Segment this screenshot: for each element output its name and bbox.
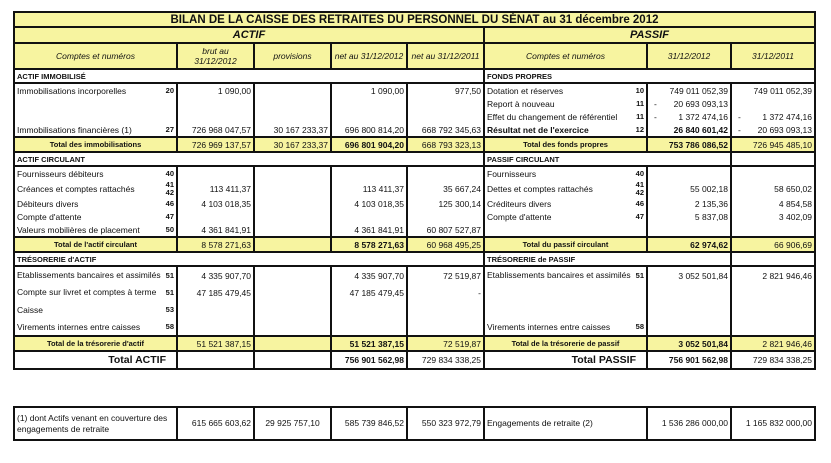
account-label: Etablissements bancaires et assimilés (17, 270, 161, 280)
table-row (14, 197, 815, 210)
negative-sign: - (738, 124, 741, 135)
passif-value (731, 97, 815, 110)
total-value: 726 945 485,10 (731, 137, 815, 152)
account-number: 41 42 (635, 180, 644, 197)
actif-value (254, 301, 331, 318)
label-wrap (17, 169, 174, 179)
negative-sign: - (738, 111, 741, 122)
passif-value (731, 110, 815, 123)
actif-value (254, 110, 331, 123)
table-row (14, 110, 815, 123)
empty-cell (731, 252, 815, 266)
table-row (14, 210, 815, 223)
table-row (14, 223, 815, 237)
passif-value: 749 011 052,39 (647, 83, 731, 97)
column-header: net au 31/12/2011 (407, 43, 484, 69)
label-wrap (17, 288, 174, 297)
actif-account (14, 284, 177, 301)
footnote-value: 585 739 846,52 (331, 407, 407, 440)
amount: 1 372 474,16 (762, 111, 812, 122)
account-number: 10 (635, 85, 644, 95)
amount: 1 372 474,16 (678, 111, 728, 122)
balance-sheet-table (13, 11, 816, 370)
total-value: 8 578 271,63 (331, 237, 407, 252)
passif-value: 4 854,58 (731, 197, 815, 210)
label-wrap (17, 125, 174, 135)
actif-value (407, 318, 484, 336)
actif-value (331, 110, 407, 123)
footnote-table (13, 406, 816, 441)
table-row (14, 318, 815, 336)
total-label: Total PASSIF (484, 351, 647, 369)
total-value: 753 786 086,52 (647, 137, 731, 152)
account-number: 20 (165, 85, 174, 95)
total-value: 726 969 137,57 (177, 137, 254, 152)
actif-value (177, 166, 254, 180)
passif-value (731, 166, 815, 180)
label-wrap (17, 212, 174, 222)
total-value: 30 167 233,37 (254, 137, 331, 152)
actif-value (331, 318, 407, 336)
actif-value: 4 103 018,35 (331, 197, 407, 210)
account-label: Virements internes entre caisses (487, 321, 611, 332)
footnote-label: Engagements de retraite (2) (484, 407, 647, 440)
account-label: Valeurs mobilières de placement (17, 224, 140, 235)
account-number: 47 (635, 211, 644, 221)
account-number: 53 (165, 304, 174, 314)
total-value: 696 801 904,20 (331, 137, 407, 152)
label-wrap (487, 169, 644, 179)
actif-account (14, 223, 177, 237)
label-wrap (17, 225, 174, 235)
actif-account (14, 301, 177, 318)
section-row (14, 69, 815, 83)
table-row (14, 166, 815, 180)
passif-account (484, 266, 647, 284)
actif-value (177, 210, 254, 223)
total-label: Total ACTIF (14, 351, 177, 369)
column-header: net au 31/12/2012 (331, 43, 407, 69)
total-value (254, 237, 331, 252)
account-number: 51 (165, 270, 174, 280)
actif-account (14, 180, 177, 197)
label-wrap (17, 199, 174, 209)
passif-value (647, 223, 731, 237)
amount: 20 693 093,13 (673, 98, 728, 109)
total-value: 756 901 562,98 (331, 351, 407, 369)
account-label: Effet du changement de référentiel (487, 111, 618, 122)
actif-value (254, 197, 331, 210)
account-label: Compte d'attente (487, 211, 552, 222)
footnote-row (14, 407, 815, 440)
account-label: Compte sur livret et comptes à terme (17, 287, 157, 297)
actif-value: 4 361 841,91 (331, 223, 407, 237)
passif-value (731, 123, 815, 137)
total-label: Total de la trésorerie de passif (484, 336, 647, 351)
account-label: Débiteurs divers (17, 198, 79, 209)
actif-value (407, 166, 484, 180)
account-number: 41 42 (165, 180, 174, 197)
total-label: Total de l'actif circulant (14, 237, 177, 252)
total-row (14, 237, 815, 252)
passif-account (484, 284, 647, 301)
actif-account (14, 266, 177, 284)
total-value: 8 578 271,63 (177, 237, 254, 252)
footnote-value: 1 165 832 000,00 (731, 407, 815, 440)
actif-account (14, 97, 177, 110)
total-value: 756 901 562,98 (647, 351, 731, 369)
account-label: Créances et comptes rattachés (17, 183, 135, 194)
total-label: Total des immobilisations (14, 137, 177, 152)
passif-account (484, 318, 647, 336)
actif-value (254, 318, 331, 336)
section-row (14, 152, 815, 166)
passif-value (647, 166, 731, 180)
actif-account (14, 123, 177, 137)
section-heading: FONDS PROPRES (484, 69, 815, 83)
passif-account (484, 110, 647, 123)
passif-value (647, 110, 731, 123)
actif-value: 696 800 814,20 (331, 123, 407, 137)
account-number: 40 (165, 168, 174, 178)
passif-account (484, 301, 647, 318)
account-label: Fournisseurs (487, 168, 537, 179)
label-wrap (17, 181, 174, 197)
label-wrap (487, 181, 644, 197)
total-value: 51 521 387,15 (331, 336, 407, 351)
table-row (14, 123, 815, 137)
label-wrap (487, 112, 644, 122)
footnote-value: 615 665 603,62 (177, 407, 254, 440)
column-header: provisions (254, 43, 331, 69)
actif-value (177, 301, 254, 318)
passif-value: 749 011 052,39 (731, 83, 815, 97)
section-heading: ACTIF IMMOBILISÉ (14, 69, 484, 83)
account-number: 11 (636, 111, 644, 121)
table-row (14, 301, 815, 318)
account-number: 40 (635, 168, 644, 178)
column-header: Comptes et numéros (484, 43, 647, 69)
section-heading: TRÉSORERIE de PASSIF (484, 252, 731, 266)
actif-value (407, 97, 484, 110)
total-value: 729 834 338,25 (407, 351, 484, 369)
table-row (14, 180, 815, 197)
table-row (14, 97, 815, 110)
account-number: 46 (635, 198, 644, 208)
total-value: 51 521 387,15 (177, 336, 254, 351)
actif-value: 113 411,37 (177, 180, 254, 197)
passif-value: 58 650,02 (731, 180, 815, 197)
actif-value: 977,50 (407, 83, 484, 97)
footnote-label: (1) dont Actifs venant en couverture des engagements de retraite (14, 407, 177, 440)
passif-value (731, 284, 815, 301)
passif-value: 26 840 601,42 (647, 123, 731, 137)
section-heading: ACTIF CIRCULANT (14, 152, 484, 166)
footnote-value: 550 323 972,79 (407, 407, 484, 440)
actif-value (254, 83, 331, 97)
passif-account (484, 197, 647, 210)
total-value: 66 906,69 (731, 237, 815, 252)
passif-account (484, 97, 647, 110)
total-value: 72 519,87 (407, 336, 484, 351)
column-header: 31/12/2012 (647, 43, 731, 69)
passif-value: 2 821 946,46 (731, 266, 815, 284)
actif-value (177, 318, 254, 336)
footnote-value: 29 925 757,10 (254, 407, 331, 440)
passif-value: 5 837,08 (647, 210, 731, 223)
actif-value: 47 185 479,45 (177, 284, 254, 301)
account-label: Compte d'attente (17, 211, 82, 222)
account-number: 58 (635, 321, 644, 331)
account-label: Fournisseurs débiteurs (17, 168, 104, 179)
actif-value (331, 301, 407, 318)
actif-value: 4 335 907,70 (331, 266, 407, 284)
passif-value (647, 318, 731, 336)
total-row (14, 336, 815, 351)
footnote-value: 1 536 286 000,00 (647, 407, 731, 440)
column-header: brut au 31/12/2012 (177, 43, 254, 69)
account-number: 27 (165, 124, 174, 134)
passif-account (484, 210, 647, 223)
negative-sign: - (654, 98, 657, 109)
total-value: 668 793 323,13 (407, 137, 484, 152)
account-label: Résultat net de l'exercice (487, 124, 589, 135)
account-number: 11 (636, 98, 644, 108)
label-wrap (487, 125, 644, 135)
actif-title: ACTIF (14, 27, 484, 43)
passif-value: 3 402,09 (731, 210, 815, 223)
label-wrap (17, 305, 174, 315)
actif-value (254, 210, 331, 223)
label-wrap (487, 212, 644, 222)
actif-value: 668 792 345,63 (407, 123, 484, 137)
passif-value (647, 97, 731, 110)
page-title: BILAN DE LA CAISSE DES RETRAITES DU PERSONNEL DU SÉNAT au 31 décembre 2012 (14, 12, 815, 27)
actif-value (407, 110, 484, 123)
account-number: 51 (635, 270, 644, 280)
passif-value (731, 318, 815, 336)
passif-value (731, 223, 815, 237)
total-value: 729 834 338,25 (731, 351, 815, 369)
actif-value (254, 223, 331, 237)
actif-account (14, 166, 177, 180)
actif-value (177, 110, 254, 123)
label-wrap (17, 86, 174, 96)
label-wrap (17, 322, 174, 332)
account-number: 47 (165, 211, 174, 221)
total-value (254, 351, 331, 369)
account-number: 58 (165, 321, 174, 331)
total-value (254, 336, 331, 351)
actif-account (14, 210, 177, 223)
total-value (177, 351, 254, 369)
total-value: 3 052 501,84 (647, 336, 731, 351)
passif-value (731, 301, 815, 318)
account-label: Dettes et comptes rattachés (487, 183, 593, 194)
total-value: 60 968 495,25 (407, 237, 484, 252)
actif-value (407, 210, 484, 223)
account-label: Virements internes entre caisses (17, 321, 141, 332)
actif-value (254, 180, 331, 197)
actif-account (14, 197, 177, 210)
actif-value: 4 335 907,70 (177, 266, 254, 284)
actif-value: - (407, 284, 484, 301)
passif-title: PASSIF (484, 27, 815, 43)
account-label: Dotation et réserves (487, 85, 564, 96)
actif-value (407, 301, 484, 318)
account-number: 51 (165, 287, 174, 297)
amount: 20 693 093,13 (757, 124, 812, 135)
account-label: Créditeurs divers (487, 198, 552, 209)
total-label: Total des fonds propres (484, 137, 647, 152)
section-heading: PASSIF CIRCULANT (484, 152, 731, 166)
passif-account (484, 123, 647, 137)
passif-account (484, 180, 647, 197)
actif-value (177, 97, 254, 110)
total-value: 62 974,62 (647, 237, 731, 252)
actif-value (331, 210, 407, 223)
total-row (14, 137, 815, 152)
account-label: Immobilisations incorporelles (17, 85, 127, 96)
actif-value: 47 185 479,45 (331, 284, 407, 301)
passif-value: 3 052 501,84 (647, 266, 731, 284)
passif-value: 55 002,18 (647, 180, 731, 197)
actif-value: 72 519,87 (407, 266, 484, 284)
actif-value: 1 090,00 (177, 83, 254, 97)
actif-account (14, 83, 177, 97)
section-row (14, 252, 815, 266)
negative-sign: - (654, 111, 657, 122)
actif-value (331, 166, 407, 180)
actif-account (14, 318, 177, 336)
actif-value (254, 97, 331, 110)
account-label: Immobilisations financières (1) (17, 124, 132, 135)
column-header: Comptes et numéros (14, 43, 177, 69)
passif-account (484, 83, 647, 97)
actif-value: 30 167 233,37 (254, 123, 331, 137)
table-row (14, 284, 815, 301)
column-header: 31/12/2011 (731, 43, 815, 69)
actif-value: 726 968 047,57 (177, 123, 254, 137)
actif-value: 35 667,24 (407, 180, 484, 197)
actif-value (254, 284, 331, 301)
label-wrap (487, 199, 644, 209)
account-number: 12 (635, 124, 644, 134)
passif-account (484, 223, 647, 237)
label-wrap (487, 322, 644, 332)
total-label: Total du passif circulant (484, 237, 647, 252)
actif-value (331, 97, 407, 110)
actif-value: 125 300,14 (407, 197, 484, 210)
table-row (14, 266, 815, 284)
actif-account (14, 110, 177, 123)
account-label: Report à nouveau (487, 98, 555, 109)
account-number: 46 (165, 198, 174, 208)
label-wrap (17, 271, 174, 280)
table-row (14, 83, 815, 97)
label-wrap (487, 99, 644, 109)
passif-account (484, 166, 647, 180)
actif-value: 4 361 841,91 (177, 223, 254, 237)
actif-value: 60 807 527,87 (407, 223, 484, 237)
total-label: Total de la trésorerie d'actif (14, 336, 177, 351)
section-heading: TRÉSORERIE d'ACTIF (14, 252, 484, 266)
actif-value: 113 411,37 (331, 180, 407, 197)
total-value: 2 821 946,46 (731, 336, 815, 351)
actif-value: 1 090,00 (331, 83, 407, 97)
account-label: Caisse (17, 304, 43, 315)
account-label: Etablissements bancaires et assimilés (487, 270, 631, 280)
passif-value (647, 301, 731, 318)
actif-value: 4 103 018,35 (177, 197, 254, 210)
actif-value (254, 266, 331, 284)
passif-value: 2 135,36 (647, 197, 731, 210)
actif-value (254, 166, 331, 180)
passif-value (647, 284, 731, 301)
total-row (14, 351, 815, 369)
label-wrap (487, 271, 644, 280)
label-wrap (487, 86, 644, 96)
account-number: 50 (165, 224, 174, 234)
empty-cell (731, 152, 815, 166)
